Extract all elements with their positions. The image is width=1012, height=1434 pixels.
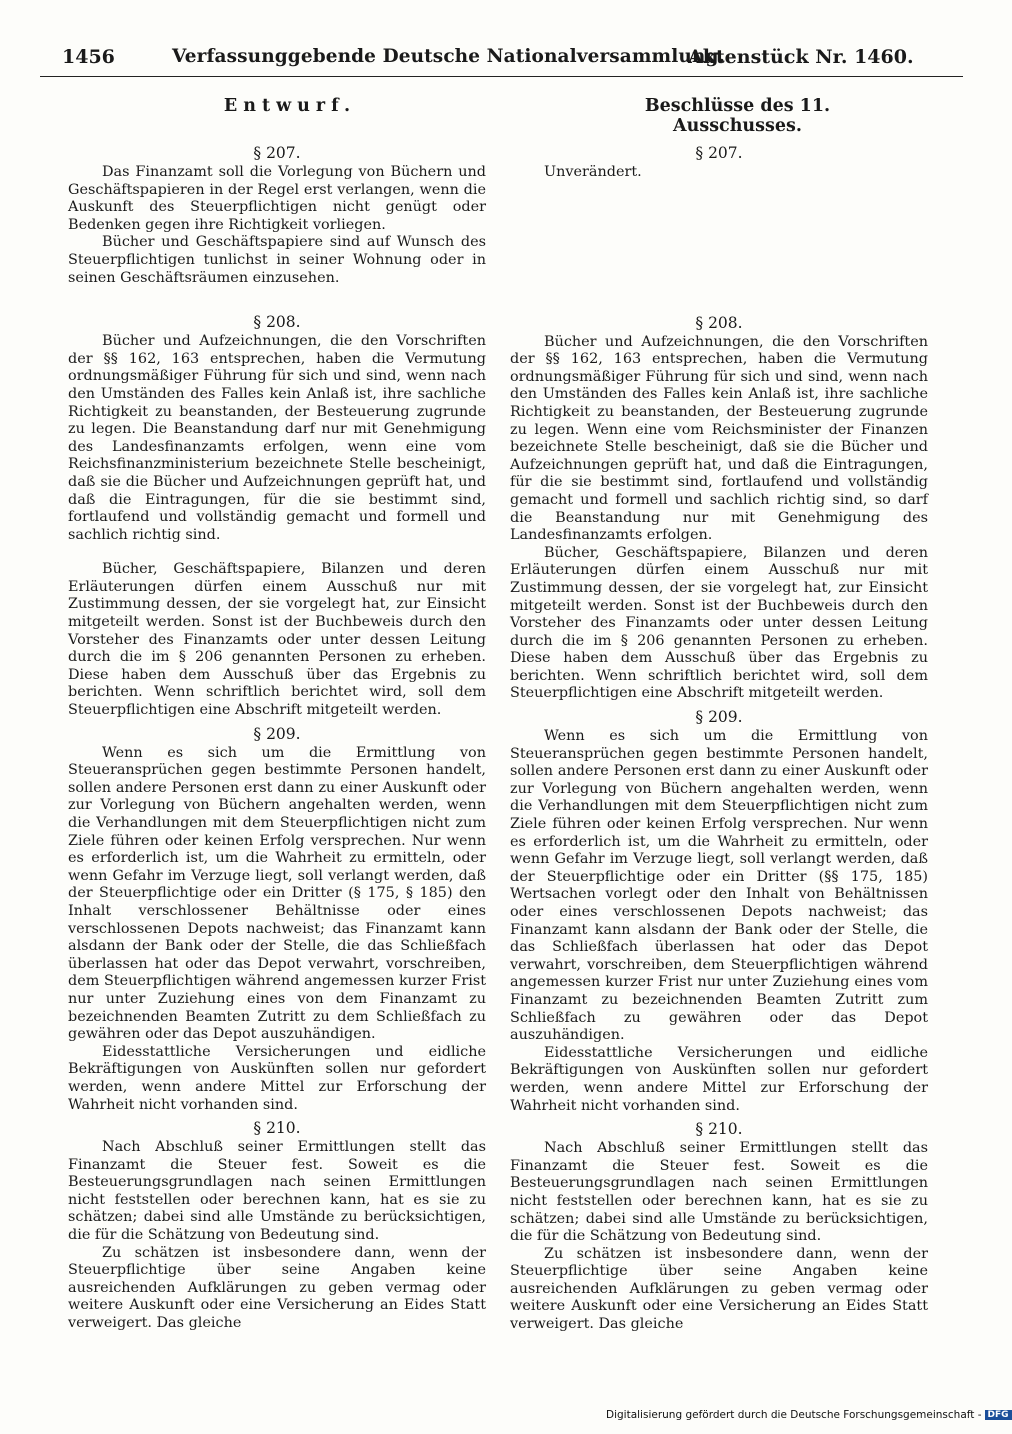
paragraph: Nach Abschluß seiner Ermittlungen stellt das Finanzamt die Steuer fest. Soweit es die Besteuerungsgrundlagen nach seinen Ermittlungen nicht feststellen oder berechnen kann, hat es sie zu schätzen; dabei sind alle Umstände zu berücksichtigen, die für die Schätzung von Bedeutung sind. — [510, 1140, 928, 1245]
paragraph: Wenn es sich um die Ermittlung von Steueransprüchen gegen bestimmte Personen handelt, sollen andere Personen erst dann zu einer Auskunft oder zur Vorlegung von Büchern angehalten werden, wenn die Verhandlungen mit dem Steuerpflichtigen nicht zum Ziele führen oder keinen Erfolg versprechen. Nur wenn es erforderlich ist, um die Wahrheit zu ermitteln, oder wenn Gefahr im Verzuge liegt, soll verlangt werden, daß der Steuerpflichtige oder ein Dritter (§ 175, § 185) den Inhalt verschlossener Behältnisse oder eines verschlossenen Depots nachweist; das Finanzamt kann alsdann der Bank oder der Stelle, die das Schließfach überlassen hat oder das Depot verwahrt, vorschreiben, dem Steuerpflichtigen während angemessen kurzer Frist nur unter Zuziehung eines von dem Finanzamt zu bezeichnenden Beamten Zutritt zu dem Schließfach zu gewähren oder das Depot auszuhändigen. — [68, 744, 487, 1043]
dfg-logo: DFG — [985, 1410, 1012, 1420]
paragraph: Zu schätzen ist insbesondere dann, wenn der Steuerpflichtige über seine Angaben keine ausreichenden Aufklärungen zu geben vermag oder weitere Auskunft oder eine Versicherung an Eides Statt verweigert. Das gleiche — [68, 1244, 486, 1332]
paragraph: Eidesstattliche Versicherungen und eidliche Bekräftigungen von Auskünften sollen nur gefordert werden, wenn andere Mittel zur Erforschung der Wahrheit nicht vorhanden sind. — [68, 1043, 486, 1113]
section-heading: § 209. — [253, 724, 301, 743]
header-title: Verfassunggebende Deutsche Nationalversammlung. — [172, 46, 726, 67]
paragraph: Zu schätzen ist insbesondere dann, wenn der Steuerpflichtige über seine Angaben keine ausreichenden Aufklärungen zu geben vermag oder weitere Auskunft oder eine Versicherung an Eides Statt verweigert. Das gleiche — [510, 1245, 928, 1333]
unchanged-note: Unverändert. — [544, 164, 642, 180]
left-column-heading: Entwurf. — [223, 96, 357, 116]
page-number: 1456 — [62, 46, 115, 68]
section-heading: § 210. — [695, 1120, 743, 1139]
section-heading: § 208. — [695, 313, 743, 332]
digitization-footer — [606, 1409, 1009, 1421]
document-number: Aktenstück Nr. 1460. — [688, 46, 914, 68]
section-heading: § 209. — [695, 708, 743, 727]
section-heading: § 210. — [253, 1119, 301, 1138]
paragraph: Eidesstattliche Versicherungen und eidliche Bekräftigungen von Auskünften sollen nur gefordert werden, wenn andere Mittel zur Erforschung der Wahrheit nicht vorhanden sind. — [510, 1044, 928, 1114]
footer-text: Digitalisierung gefördert durch die Deutsche Forschungsgemeinschaft - — [606, 1409, 982, 1421]
paragraph: Bücher und Aufzeichnungen, die den Vorschriften der §§ 162, 163 entsprechen, haben die Vermutung ordnungsmäßiger Führung für sich und sind, wenn nach den Umständen des Falles kein Anlaß ist, ihre sachliche Richtigkeit zu beanstanden, der Besteuerung zugrunde zu legen. Wenn eine vom Reichsminister der Finanzen bezeichnete Stelle bescheinigt, daß sie die Bücher und Aufzeichnungen geprüft hat, und daß die Eintragungen, für die sie bestimmt sind, fortlaufend und vollständig gemacht und formell und sachlich richtig sind, so darf die Beanstandung nur mit Genehmigung des Landesfinanzamts erfolgen. — [510, 333, 928, 544]
paragraph: Bücher und Aufzeichnungen, die den Vorschriften der §§ 162, 163 entsprechen, haben die Vermutung ordnungsmäßiger Führung für sich und sind, wenn nach den Umständen des Falles kein Anlaß ist, ihre sachliche Richtigkeit zu beanstanden, der Besteuerung zugrunde zu legen. Die Beanstandung darf nur mit Genehmigung des Landesfinanzamts erfolgen, wenn eine vom Reichsfinanzministerium bezeichnete Stelle bescheinigt, daß sie die Bücher und Aufzeichnungen geprüft hat, und daß die Eintragungen, für die sie bestimmt sind, fortlaufend und vollständig gemacht und formell und sachlich richtig sind. — [68, 333, 486, 543]
section-heading: § 207. — [253, 144, 301, 162]
paragraph: Wenn es sich um die Ermittlung von Steueransprüchen gegen bestimmte Personen handelt, sollen andere Personen erst dann zu einer Auskunft oder zur Vorlegung von Büchern angehalten werden, wenn die Verhandlungen mit dem Steuerpflichtigen nicht zum Ziele führen oder keinen Erfolg versprechen. Nur wenn es erforderlich ist, um die Wahrheit zu ermitteln, oder wenn Gefahr im Verzuge liegt, soll verlangt werden, daß der Steuerpflichtige oder ein Dritter (§§ 175, 185) Wertsachen vorlegt oder den Inhalt von Behältnissen oder eines verschlossenen Depots nachweist; das Finanzamt kann alsdann der Bank oder der Stelle, die das Schließfach überlassen hat oder das Depot verwahrt, vorschreiben, dem Steuerpflichtigen während angemessen kurzer Frist nur unter Zuziehung eines vom Finanzamt zu bezeichnenden Beamten Zutritt zum Schließfach zu gewähren oder das Depot auszuhändigen. — [510, 728, 928, 1044]
paragraph: Bücher und Geschäftspapiere sind auf Wunsch des Steuerpflichtigen tunlichst in seiner Wohnung oder in seinen Geschäftsräumen einzusehen. — [68, 234, 486, 286]
section-heading: § 207. — [695, 144, 743, 162]
draft-column — [68, 143, 486, 1333]
section-heading: § 208. — [253, 313, 301, 332]
page-header — [40, 42, 963, 77]
right-column-heading: Beschlüsse des 11. Ausschusses. — [644, 96, 831, 136]
paragraph: Das Finanzamt soll die Vorlegung von Büchern und Geschäftspapieren in der Regel erst verlangen, wenn die Auskunft des Steuerpflichtigen nicht genügt oder Bedenken gegen ihre Richtigkeit vorliegen. — [68, 164, 486, 233]
paragraph — [510, 164, 928, 182]
committee-column — [510, 143, 928, 1334]
paragraph: Bücher, Geschäftspapiere, Bilanzen und deren Erläuterungen dürfen einem Ausschuß nur mit Zustimmung dessen, der sie vorgelegt hat, zur Einsicht mitgeteilt werden. Sonst ist der Buchbeweis durch den Vorsteher des Finanzamts oder unter dessen Leitung durch die im § 206 genannten Personen zu erheben. Diese haben dem Ausschuß über das Ergebnis zu berichten. Wenn schriftlich berichtet wird, soll dem Steuerpflichtigen eine Abschrift mitgeteilt werden. — [68, 561, 486, 719]
paragraph: Nach Abschluß seiner Ermittlungen stellt das Finanzamt die Steuer fest. Soweit es die Besteuerungsgrundlagen nach seinen Ermittlungen nicht feststellen oder berechnen kann, hat es sie zu schätzen; dabei sind alle Umstände zu berücksichtigen, die für die Schätzung von Bedeutung sind. — [68, 1139, 486, 1244]
paragraph: Bücher, Geschäftspapiere, Bilanzen und deren Erläuterungen dürfen einem Ausschuß nur mit Zustimmung dessen, der sie vorgelegt hat, zur Einsicht mitgeteilt werden. Sonst ist der Buchbeweis durch den Vorsteher des Finanzamts oder unter dessen Leitung durch die im § 206 genannten Personen zu erheben. Diese haben dem Ausschuß über das Ergebnis zu berichten. Wenn schriftlich berichtet wird, soll dem Steuerpflichtigen eine Abschrift mitgeteilt werden. — [510, 544, 928, 702]
